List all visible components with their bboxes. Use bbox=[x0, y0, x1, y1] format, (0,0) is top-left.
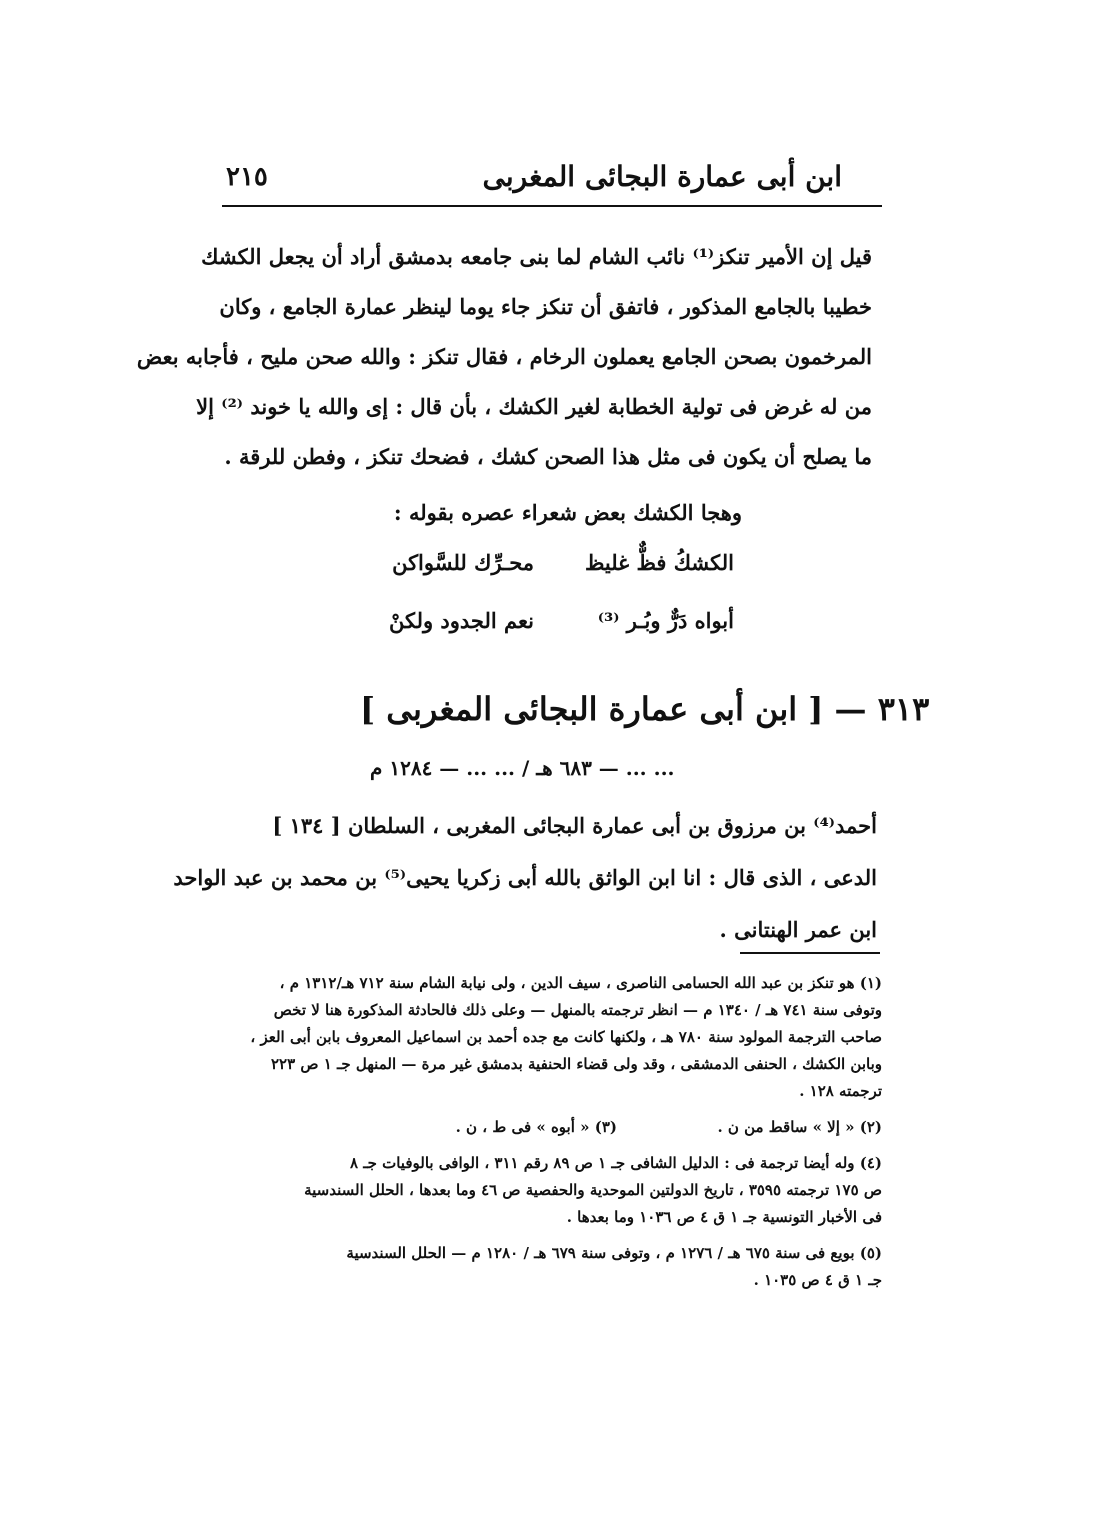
footnote-separator bbox=[740, 952, 880, 954]
footnote-5 bbox=[232, 1240, 882, 1294]
footnote-line: ترجمته ١٢٨ . bbox=[799, 1082, 882, 1100]
footnotes bbox=[232, 970, 882, 1303]
footnote-1 bbox=[232, 970, 882, 1105]
entry-heading: ٣١٣ — [ ابن أبى عمارة البجائى المغربى ] bbox=[360, 690, 930, 728]
footnote-line: (٥) بويع فى سنة ٦٧٥ هـ / ١٢٧٦ م ، وتوفى سنة ٦٧٩ هـ / ١٢٨٠ م — الحلل السندسية bbox=[346, 1244, 882, 1262]
footnote-3: (٣) « أبوه » فى ط ، ن . bbox=[455, 1118, 617, 1136]
second-hemistich: نعم الجدود ولكنْ bbox=[388, 608, 534, 633]
footnote-line: فى الأخبار التونسية جـ ١ ق ٤ ص ١٠٣٦ وما بعدها . bbox=[566, 1208, 882, 1226]
footnote-line: (٤) وله أيضا ترجمة فى : الدليل الشافى جـ ١ ص ٨٩ رقم ٣١١ ، الوافى بالوفيات جـ ٨ bbox=[349, 1154, 882, 1172]
text-line: قيل إن الأمير تنكز⁽¹⁾ نائب الشام لما بنى جامعه بدمشق أراد أن يجعل الكشك bbox=[201, 244, 872, 269]
text-line: المرخمون بصحن الجامع يعملون الرخام ، فقال تنكز : والله صحن مليح ، فأجابه بعض bbox=[136, 344, 872, 369]
text-line: ما يصلح أن يكون فى مثل هذا الصحن كشك ، فضحك تنكز ، وفطن للرقة . bbox=[224, 444, 872, 469]
footnotes-2-3 bbox=[232, 1114, 882, 1141]
text-line: ابن عمر الهنتانى . bbox=[719, 917, 877, 942]
page-header bbox=[222, 152, 882, 204]
verse-line bbox=[232, 550, 872, 608]
verse-line bbox=[232, 608, 872, 666]
footnote-line: جـ ١ ق ٤ ص ١٠٣٥ . bbox=[753, 1271, 882, 1289]
entry-paragraph bbox=[173, 800, 877, 956]
text-line: خطيبا بالجامع المذكور ، فاتفق أن تنكز جاء يوما لينظر عمارة الجامع ، وكان bbox=[219, 294, 872, 319]
footnote-4 bbox=[232, 1150, 882, 1231]
body-paragraph bbox=[136, 232, 872, 482]
text-line: أحمد⁽⁴⁾ بن مرزوق بن أبى عمارة البجائى المغربى ، السلطان [ ١٣٤ ] bbox=[272, 813, 877, 838]
footnote-line: صاحب الترجمة المولود سنة ٧٨٠ هـ ، ولكنها كانت مع جده أحمد بن اسماعيل المعروف بابن أبى العز ، bbox=[250, 1028, 882, 1046]
footnote-line: وتوفى سنة ٧٤١ هـ / ١٣٤٠ م — انظر ترجمته بالمنهل — وعلى ذلك فالحادثة المذكورة هنا لا تخص bbox=[273, 1001, 882, 1019]
second-hemistich: محـرِّك للسَّواكن bbox=[392, 550, 534, 575]
footnote-2: (٢) « إلا » ساقط من ن . bbox=[717, 1118, 882, 1136]
verse-intro: وهجا الكشك بعض شعراء عصره بقوله : bbox=[393, 500, 742, 525]
running-title: ابن أبى عمارة البجائى المغربى bbox=[482, 160, 842, 193]
poem bbox=[232, 550, 872, 666]
page-number: ٢١٥ bbox=[226, 162, 268, 192]
footnote-line: ص ١٧٥ ترجمته ٣٥٩٥ ، تاريخ الدولتين الموحدية والحفصية ص ٤٦ وما بعدها ، الحلل السندسية bbox=[304, 1181, 882, 1199]
text-line: الدعى ، الذى قال : انا ابن الواثق بالله أبى زكريا يحيى⁽⁵⁾ بن محمد بن عبد الواحد bbox=[173, 865, 877, 890]
text-line: من له غرض فى تولية الخطابة لغير الكشك ، بأن قال : إى والله يا خوند ⁽²⁾ إلا bbox=[196, 394, 872, 419]
entry-dates: ... ... — ٦٨٣ هـ / ... ... — ١٢٨٤ م bbox=[370, 756, 675, 780]
footnote-line: (١) هو تنكز بن عبد الله الحسامى الناصرى ، سيف الدين ، ولى نيابة الشام سنة ٧١٢ هـ/١٣١٢ م ، bbox=[279, 974, 882, 992]
first-hemistich: الكشكُ فظٌّ غليظ bbox=[584, 550, 734, 575]
first-hemistich: أبواه دَرٌّ وبُـر ⁽³⁾ bbox=[597, 608, 734, 633]
header-rule bbox=[222, 205, 882, 207]
footnote-line: وبابن الكشك ، الحنفى الدمشقى ، وقد ولى قضاء الحنفية بدمشق غير مرة — المنهل جـ ١ ص ٢٢٣ bbox=[270, 1055, 882, 1073]
